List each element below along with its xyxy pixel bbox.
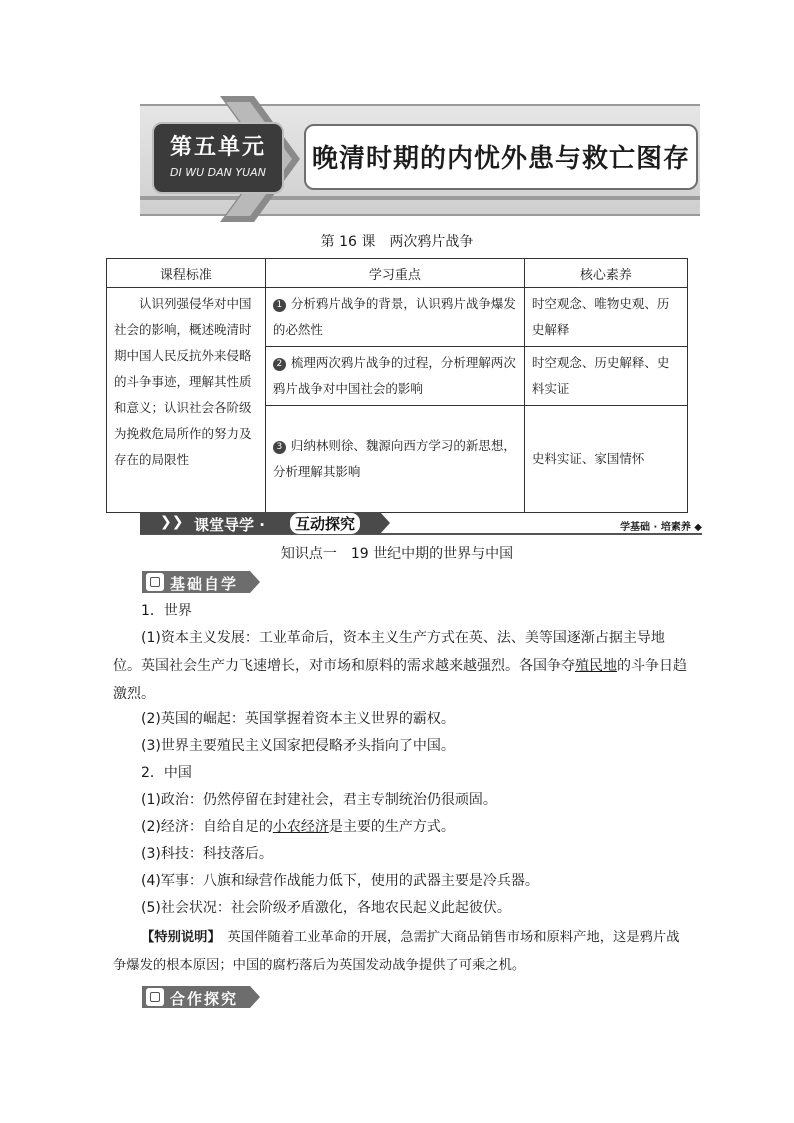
literacy-cell: 史料实证、家国情怀	[524, 406, 687, 513]
world-point-2: (2)英国的崛起：英国掌握着资本主义世界的霸权。	[141, 711, 455, 727]
curriculum-standard-cell: 认识列强侵华对中国社会的影响，概述晚清时期中国人民反抗外来侵略的斗争事迹，理解其性质和意义；认识社会各阶级为挽救危局所作的努力及存在的局限性	[107, 288, 266, 513]
c2-text-a: (2)经济：自给自足的	[141, 819, 273, 835]
c2-text-b: 是主要的生产方式。	[328, 819, 455, 835]
cooperate-label: 合作探究	[170, 990, 239, 1008]
w1-text-b: 的斗争日趋激烈。	[113, 658, 687, 702]
section-label-text: 课堂导学	[194, 516, 255, 534]
circled-number-icon: 2	[273, 358, 286, 371]
header-standard: 课程标准	[107, 259, 266, 288]
china-title: 2．中国	[141, 765, 192, 781]
focus-text: 分析鸦片战争的背景，认识鸦片战争爆发的必然性	[272, 296, 516, 337]
header-focus: 学习重点	[265, 259, 524, 288]
group-icon	[146, 988, 164, 1006]
lesson-title: 第 16 课 两次鸦片战争	[320, 234, 474, 250]
double-chevron-icon: ❯❯	[160, 514, 184, 530]
note-text: 英国伴随着工业革命的开展，急需扩大商品销售市场和原料产地，这是鸦片战争爆发的根本原因；中国的腐朽落后为英国发动战争提供了可乘之机。	[113, 930, 680, 973]
unit-pinyin: DI WU DAN YUAN	[170, 166, 266, 179]
china-point-5: (5)社会状况：社会阶级矛盾激化，各地农民起义此起彼伏。	[141, 900, 511, 916]
header-literacy: 核心素养	[524, 259, 687, 288]
note-label: 【特别说明】	[141, 930, 215, 945]
special-note	[113, 924, 688, 980]
unit-name: 晚清时期的内忧外患与救亡图存	[311, 144, 690, 174]
cooperate-heading	[142, 986, 260, 1008]
curriculum-table	[106, 258, 688, 513]
focus-cell	[265, 288, 524, 347]
section-right-label: 学基础 · 培素养 ◆	[620, 522, 702, 533]
section-dot: ·	[259, 516, 265, 534]
section-badge: 互动探究	[290, 513, 360, 534]
world-point-1	[113, 624, 688, 708]
w1-text-a: (1)资本主义发展：工业革命后，资本主义生产方式在英、法、美等国逐渐占据主导地位。英国社会生产力飞速增长，对市场和原料的需求越来越强烈。各国争夺	[113, 630, 665, 674]
china-point-1: (1)政治：仍然停留在封建社会，君主专制统治仍很顽固。	[141, 792, 497, 808]
section-label	[194, 514, 265, 535]
section-right-text: 学基础 · 培素养	[620, 522, 691, 533]
focus-text: 归纳林则徐、魏源向西方学习的新思想，分析理解其影响	[272, 438, 516, 479]
section-bar	[140, 512, 702, 536]
self-study-label: 基础自学	[170, 575, 239, 593]
literacy-cell: 时空观念、历史解释、史料实证	[524, 347, 687, 406]
literacy-cell: 时空观念、唯物史观、历史解释	[524, 288, 687, 347]
circled-number-icon: 3	[273, 441, 286, 454]
china-point-2	[113, 813, 688, 841]
focus-cell	[265, 406, 524, 513]
world-point-3: (3)世界主要殖民主义国家把侵略矛头指向了中国。	[141, 738, 455, 754]
self-study-heading	[142, 571, 260, 593]
table-header-row	[107, 259, 688, 288]
focus-text: 梳理两次鸦片战争的过程，分析理解两次鸦片战争对中国社会的影响	[272, 355, 516, 396]
focus-cell	[265, 347, 524, 406]
knowledge-point-title: 知识点一 19 世纪中期的世界与中国	[280, 546, 514, 562]
china-point-3: (3)科技：科技落后。	[141, 846, 273, 862]
unit-banner	[140, 96, 702, 222]
c2-underlined: 小农经济	[272, 819, 329, 835]
book-icon	[146, 573, 164, 591]
unit-badge	[152, 122, 284, 194]
china-point-4: (4)军事：八旗和绿营作战能力低下，使用的武器主要是冷兵器。	[141, 873, 539, 889]
circled-number-icon: 1	[273, 299, 286, 312]
table-row	[107, 288, 688, 347]
world-title: 1．世界	[141, 603, 192, 619]
unit-title-box	[304, 124, 698, 190]
unit-number: 第五单元	[169, 135, 266, 160]
w1-underlined: 殖民地	[575, 658, 617, 674]
